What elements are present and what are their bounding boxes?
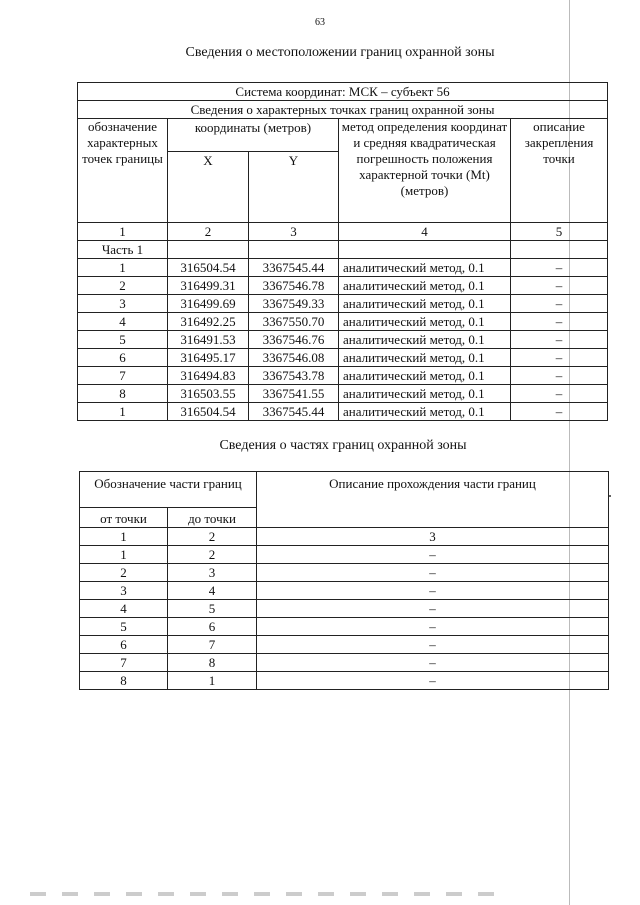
point-y: 3367549.33 [249, 295, 339, 313]
point-description: – [511, 403, 608, 421]
segment-from: 8 [80, 672, 168, 690]
point-y: 3367545.44 [249, 403, 339, 421]
col-number: 4 [339, 223, 511, 241]
col-number: 3 [257, 528, 609, 546]
point-y: 3367543.78 [249, 367, 339, 385]
segment-to: 1 [168, 672, 257, 690]
header-method: метод определения координат и средняя квадратическая погрешность положения характерной точки (Mt) (метров) [339, 119, 511, 223]
point-row [78, 349, 608, 367]
segment-to: 4 [168, 582, 257, 600]
point-x: 316492.25 [168, 313, 249, 331]
point-y: 3367546.08 [249, 349, 339, 367]
point-row [78, 385, 608, 403]
point-description: – [511, 331, 608, 349]
col-number-row [78, 223, 608, 241]
segment-from: 4 [80, 600, 168, 618]
segment-from: 3 [80, 582, 168, 600]
section1-title: Сведения о местоположении границ охранной зоны [185, 45, 495, 60]
point-method: аналитический метод, 0.1 [339, 295, 511, 313]
empty-cell [339, 241, 511, 259]
point-method: аналитический метод, 0.1 [339, 331, 511, 349]
point-x: 316495.17 [168, 349, 249, 367]
col-number: 1 [80, 528, 168, 546]
segment-from: 6 [80, 636, 168, 654]
point-y: 3367545.44 [249, 259, 339, 277]
point-number: 5 [78, 331, 168, 349]
point-x: 316504.54 [168, 259, 249, 277]
col-number: 5 [511, 223, 608, 241]
header-description: описание закрепления точки [511, 119, 608, 223]
section2-title: Сведения о частях границ охранной зоны [219, 438, 467, 453]
point-row [78, 313, 608, 331]
point-row [78, 295, 608, 313]
col-number-row [80, 528, 609, 546]
point-description: – [511, 277, 608, 295]
point-number: 8 [78, 385, 168, 403]
point-number: 1 [78, 403, 168, 421]
empty-cell [249, 241, 339, 259]
segment-to: 6 [168, 618, 257, 636]
scan-bottom-marks [30, 892, 500, 896]
parts-table [79, 471, 609, 690]
page-number: 63 [315, 17, 325, 28]
segment-to: 3 [168, 564, 257, 582]
point-number: 4 [78, 313, 168, 331]
coord-system-cell: Система координат: МСК – субъект 56 [78, 83, 608, 101]
segment-to: 2 [168, 546, 257, 564]
point-y: 3367546.76 [249, 331, 339, 349]
part-segment-row [80, 636, 609, 654]
segment-description: – [257, 672, 609, 690]
point-x: 316494.83 [168, 367, 249, 385]
point-method: аналитический метод, 0.1 [339, 277, 511, 295]
point-x: 316499.31 [168, 277, 249, 295]
col-number: 1 [78, 223, 168, 241]
segment-from: 1 [80, 546, 168, 564]
col-number: 3 [249, 223, 339, 241]
header-x: X [168, 152, 249, 223]
segment-from: 2 [80, 564, 168, 582]
point-method: аналитический метод, 0.1 [339, 385, 511, 403]
segment-to: 5 [168, 600, 257, 618]
point-x: 316503.55 [168, 385, 249, 403]
segment-description: – [257, 618, 609, 636]
segment-from: 5 [80, 618, 168, 636]
point-row [78, 277, 608, 295]
segment-description: – [257, 600, 609, 618]
point-description: – [511, 313, 608, 331]
point-description: – [511, 367, 608, 385]
point-x: 316504.54 [168, 403, 249, 421]
part-segment-row [80, 654, 609, 672]
point-row [78, 367, 608, 385]
empty-cell [168, 241, 249, 259]
points-table [77, 82, 608, 421]
point-method: аналитический метод, 0.1 [339, 313, 511, 331]
part-segment-row [80, 546, 609, 564]
segment-description: – [257, 546, 609, 564]
point-number: 1 [78, 259, 168, 277]
header-designation: обозначение характерных точек границы [78, 119, 168, 223]
point-description: – [511, 295, 608, 313]
point-y: 3367541.55 [249, 385, 339, 403]
header-y: Y [249, 152, 339, 223]
point-method: аналитический метод, 0.1 [339, 403, 511, 421]
point-method: аналитический метод, 0.1 [339, 259, 511, 277]
header-from: от точки [80, 508, 168, 528]
point-description: – [511, 349, 608, 367]
point-row [78, 403, 608, 421]
header-part-designation: Обозначение части границ [80, 472, 257, 508]
segment-description: – [257, 564, 609, 582]
header-part-description: Описание прохождения части границ [257, 472, 609, 528]
header-to: до точки [168, 508, 257, 528]
point-y: 3367546.78 [249, 277, 339, 295]
part-segment-row [80, 600, 609, 618]
header-coords: координаты (метров) [168, 119, 339, 152]
point-number: 7 [78, 367, 168, 385]
point-number: 6 [78, 349, 168, 367]
part-segment-row [80, 672, 609, 690]
point-method: аналитический метод, 0.1 [339, 367, 511, 385]
col-number: 2 [168, 223, 249, 241]
point-y: 3367550.70 [249, 313, 339, 331]
point-number: 3 [78, 295, 168, 313]
point-x: 316499.69 [168, 295, 249, 313]
point-description: – [511, 385, 608, 403]
point-method: аналитический метод, 0.1 [339, 349, 511, 367]
segment-description: – [257, 636, 609, 654]
part-segment-row [80, 582, 609, 600]
scan-speck [609, 495, 611, 497]
part-row [78, 241, 608, 259]
point-row [78, 331, 608, 349]
segment-to: 7 [168, 636, 257, 654]
part-segment-row [80, 564, 609, 582]
point-x: 316491.53 [168, 331, 249, 349]
segment-to: 8 [168, 654, 257, 672]
part-segment-row [80, 618, 609, 636]
part-label: Часть 1 [78, 241, 168, 259]
points-subtitle-cell: Сведения о характерных точках границ охранной зоны [78, 101, 608, 119]
point-number: 2 [78, 277, 168, 295]
segment-description: – [257, 582, 609, 600]
point-description: – [511, 259, 608, 277]
segment-description: – [257, 654, 609, 672]
empty-cell [511, 241, 608, 259]
point-row [78, 259, 608, 277]
segment-from: 7 [80, 654, 168, 672]
col-number: 2 [168, 528, 257, 546]
